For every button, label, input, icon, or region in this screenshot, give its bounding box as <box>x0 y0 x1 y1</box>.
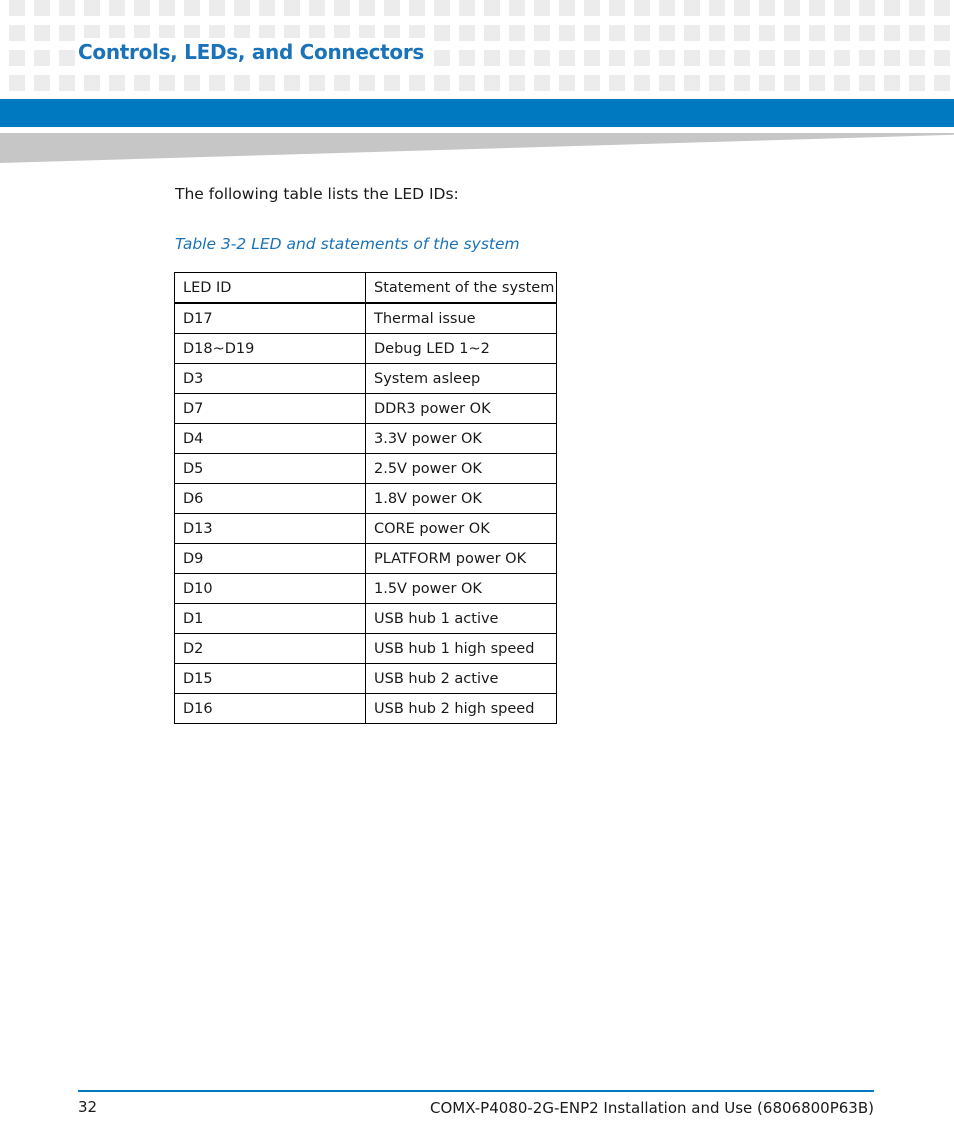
intro-text: The following table lists the LED IDs: <box>175 185 459 203</box>
statement-cell: Thermal issue <box>366 303 557 334</box>
led-id-cell: D2 <box>175 634 366 664</box>
statement-cell: USB hub 1 high speed <box>366 634 557 664</box>
statement-cell: USB hub 2 active <box>366 664 557 694</box>
table-row <box>175 664 557 694</box>
header-grey-wedge <box>0 133 954 163</box>
led-id-cell: D7 <box>175 394 366 424</box>
table-header-row <box>175 273 557 304</box>
table-row <box>175 694 557 724</box>
statement-cell: USB hub 2 high speed <box>366 694 557 724</box>
table-row <box>175 634 557 664</box>
table-row <box>175 454 557 484</box>
table-row <box>175 364 557 394</box>
table-row <box>175 484 557 514</box>
statement-cell: CORE power OK <box>366 514 557 544</box>
table-row <box>175 394 557 424</box>
table-row <box>175 303 557 334</box>
led-id-cell: D9 <box>175 544 366 574</box>
table-row <box>175 334 557 364</box>
led-table <box>174 272 557 724</box>
table-row <box>175 604 557 634</box>
footer-rule <box>78 1090 874 1092</box>
led-id-cell: D17 <box>175 303 366 334</box>
led-id-cell: D13 <box>175 514 366 544</box>
header-blue-bar <box>0 99 954 127</box>
statement-cell: System asleep <box>366 364 557 394</box>
led-id-cell: D18~D19 <box>175 334 366 364</box>
table-caption: Table 3-2 LED and statements of the system <box>175 235 520 253</box>
statement-cell: 2.5V power OK <box>366 454 557 484</box>
led-id-cell: D1 <box>175 604 366 634</box>
statement-cell: 1.8V power OK <box>366 484 557 514</box>
led-id-cell: D5 <box>175 454 366 484</box>
page-number: 32 <box>78 1098 98 1116</box>
column-header-statement: Statement of the system <box>366 273 557 304</box>
column-header-led-id: LED ID <box>175 273 366 304</box>
statement-cell: DDR3 power OK <box>366 394 557 424</box>
led-id-cell: D4 <box>175 424 366 454</box>
led-id-cell: D6 <box>175 484 366 514</box>
led-id-cell: D15 <box>175 664 366 694</box>
led-id-cell: D3 <box>175 364 366 394</box>
document-title: COMX-P4080-2G-ENP2 Installation and Use (6806800P63B) <box>430 1099 874 1117</box>
statement-cell: 3.3V power OK <box>366 424 557 454</box>
statement-cell: 1.5V power OK <box>366 574 557 604</box>
statement-cell: Debug LED 1~2 <box>366 334 557 364</box>
table-row <box>175 574 557 604</box>
table-row <box>175 544 557 574</box>
led-id-cell: D10 <box>175 574 366 604</box>
table-row <box>175 424 557 454</box>
statement-cell: PLATFORM power OK <box>366 544 557 574</box>
statement-cell: USB hub 1 active <box>366 604 557 634</box>
led-id-cell: D16 <box>175 694 366 724</box>
section-title: Controls, LEDs, and Connectors <box>78 38 428 68</box>
table-row <box>175 514 557 544</box>
